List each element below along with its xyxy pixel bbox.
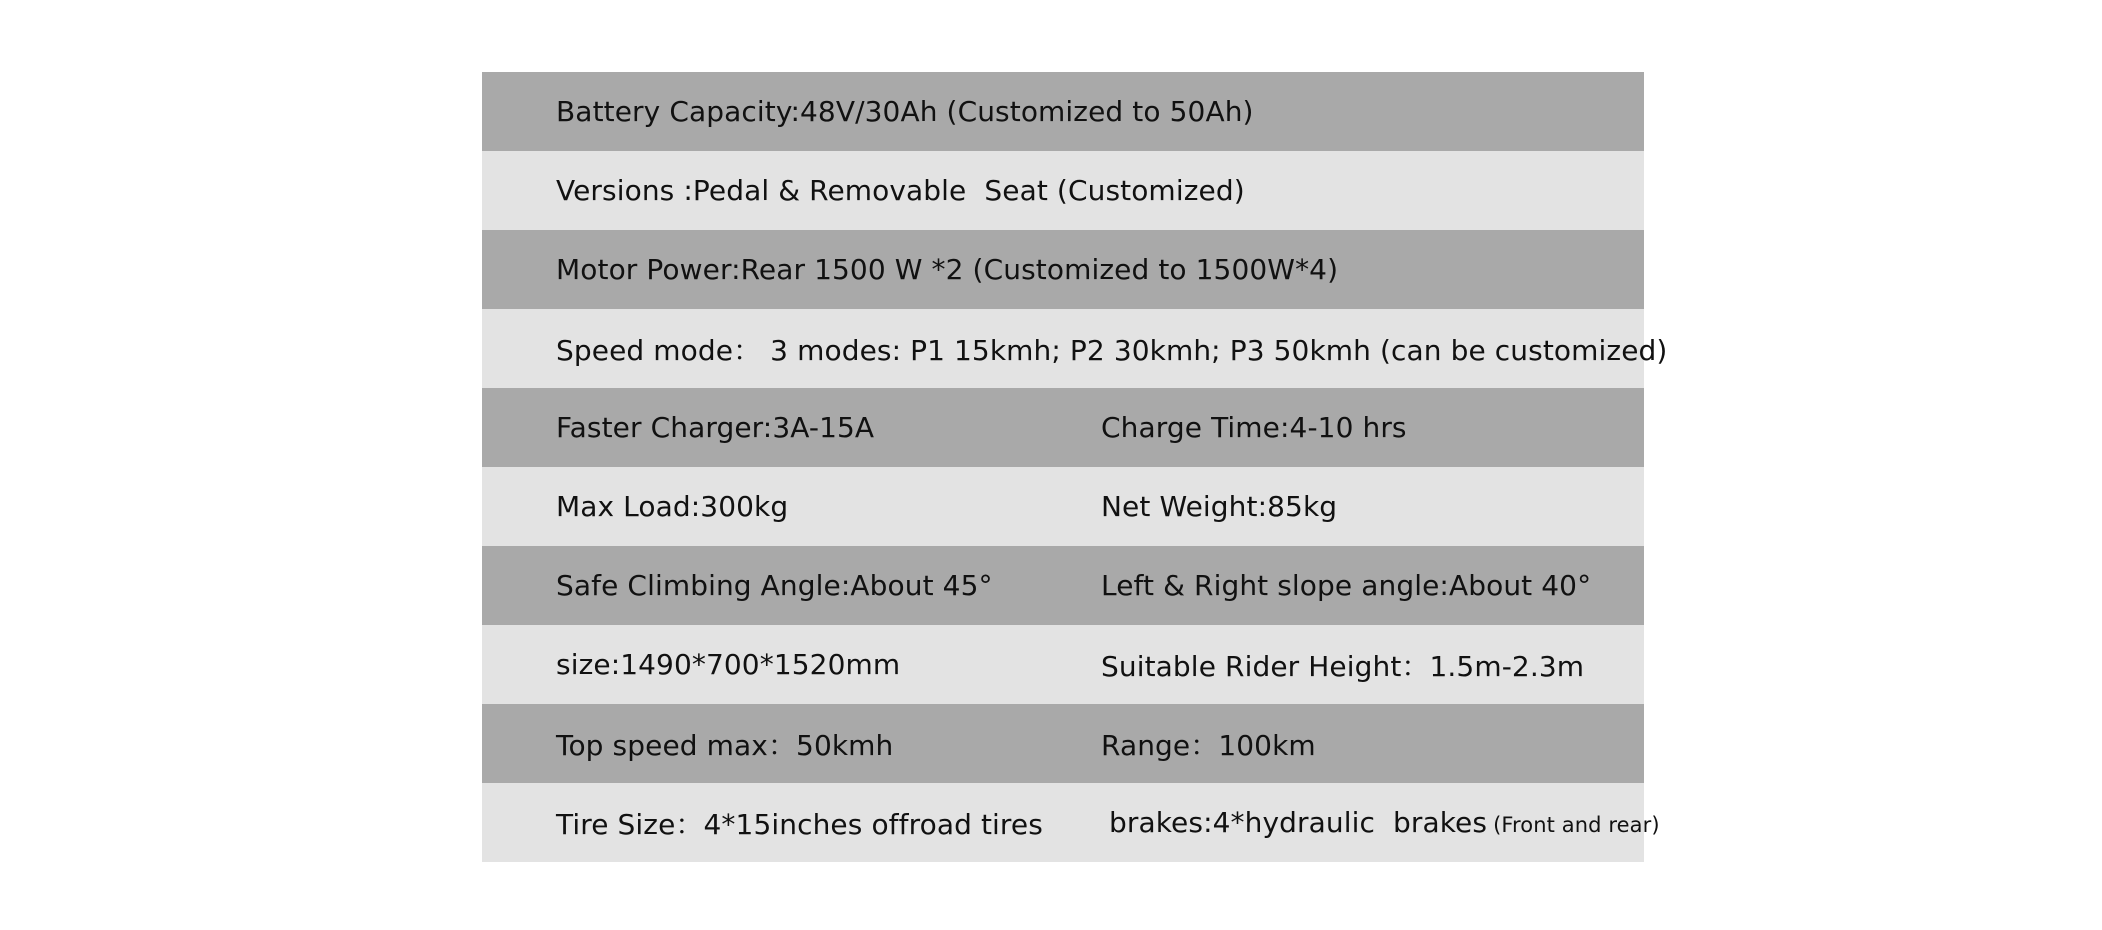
spec-size: size:1490*700*1520mm [556,648,901,681]
spec-table [482,72,1668,862]
spec-versions: Versions :Pedal & Removable Seat (Customized) [556,174,1245,207]
spec-row-size [482,625,1644,704]
spec-net-weight: Net Weight:85kg [1101,490,1338,523]
spec-row-load [482,467,1644,546]
spec-row-versions [482,151,1644,230]
spec-climbing-angle: Safe Climbing Angle:About 45° [556,569,993,602]
spec-brakes: brakes:4*hydraulic brakes [1109,806,1488,839]
spec-top-speed: Top speed max：50kmh [556,728,894,762]
spec-faster-charger: Faster Charger:3A-15A [556,411,875,444]
spec-motor-power: Motor Power:Rear 1500 W *2 (Customized to 1500W*4) [556,253,1339,286]
spec-row-speed-range [482,704,1644,783]
spec-range: Range：100km [1101,728,1316,762]
spec-row-angles [482,546,1644,625]
spec-row-speed-mode [482,309,1668,388]
spec-brakes-note: (Front and rear) [1493,812,1660,837]
spec-row-motor [482,230,1644,309]
spec-row-tires-brakes [482,783,1660,862]
spec-row-battery [482,72,1644,151]
spec-brakes-cell [1109,783,1660,862]
spec-battery-capacity: Battery Capacity:48V/30Ah (Customized to 50Ah) [556,95,1254,128]
spec-row-charger [482,388,1644,467]
spec-rider-height: Suitable Rider Height：1.5m-2.3m [1101,649,1585,683]
spec-max-load: Max Load:300kg [556,490,789,523]
spec-slope-angle: Left & Right slope angle:About 40° [1101,569,1592,602]
spec-charge-time: Charge Time:4-10 hrs [1101,411,1407,444]
spec-speed-mode: Speed mode： 3 modes: P1 15kmh; P2 30kmh; P3 50kmh (can be customized) [556,333,1668,367]
spec-tire-size: Tire Size：4*15inches offroad tires [556,807,1043,841]
